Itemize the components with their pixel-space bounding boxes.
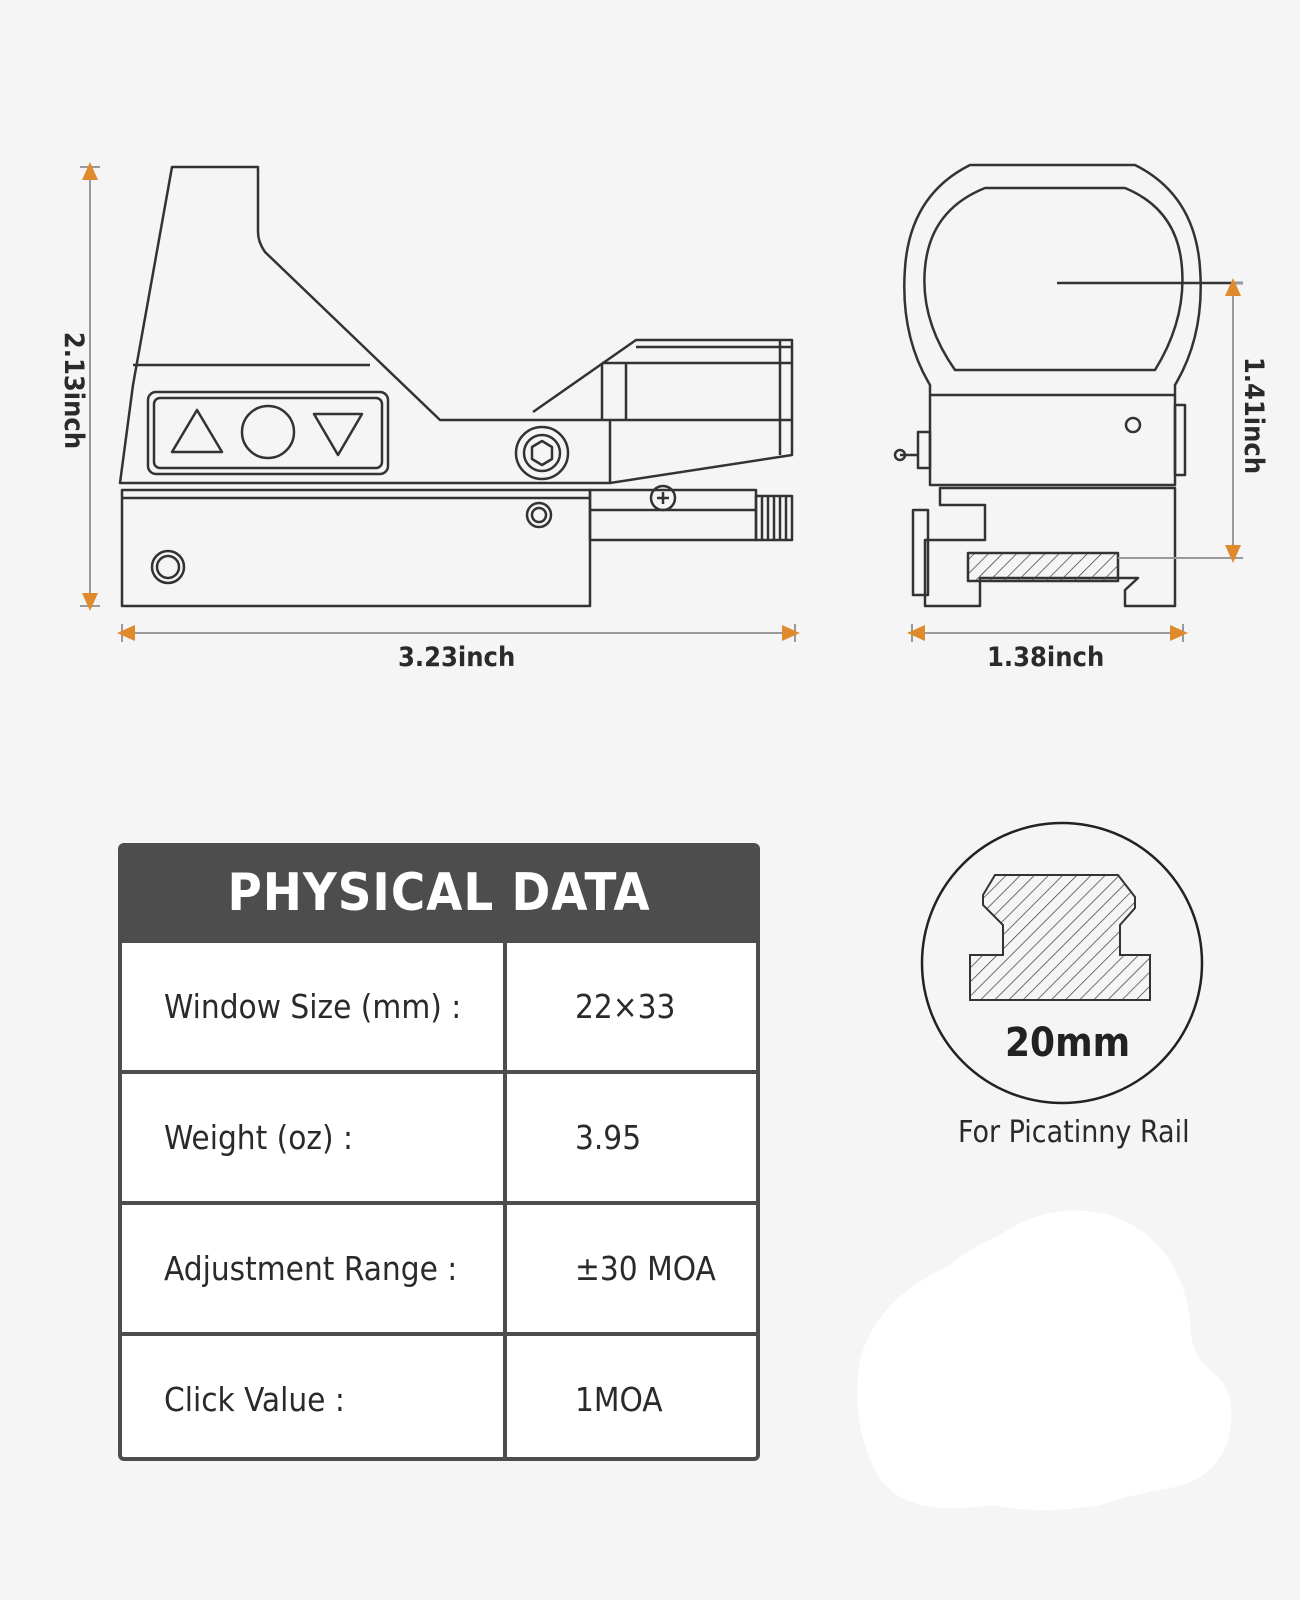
row-label: Window Size (mm) :: [122, 943, 507, 1070]
width-dimension-label: 1.38inch: [987, 642, 1105, 673]
row-label: Weight (oz) :: [122, 1074, 507, 1201]
row-value: 22×33: [575, 987, 676, 1026]
table-row: [122, 1201, 756, 1332]
sight-base: [122, 490, 590, 606]
up-button-icon: [172, 410, 222, 452]
row-label: Click Value :: [122, 1336, 507, 1461]
power-button-icon: [242, 406, 294, 458]
front-height-dimension-label: 1.41inch: [1238, 356, 1270, 475]
rail-caption: For Picatinny Rail: [958, 1115, 1190, 1150]
length-dimension-label: 3.23inch: [398, 642, 516, 673]
table-title: PHYSICAL DATA: [122, 847, 756, 939]
front-window: [924, 188, 1182, 370]
front-housing: [533, 340, 792, 483]
front-view: [895, 165, 1243, 606]
physical-data-table: [118, 843, 760, 1461]
rail-profile: [970, 875, 1150, 1000]
row-value: 3.95: [575, 1118, 642, 1157]
rail-size-label: 20mm: [1005, 1020, 1131, 1066]
table-row: [122, 1070, 756, 1201]
down-button-icon: [314, 414, 362, 455]
white-blob: [857, 1211, 1231, 1511]
row-label: Adjustment Range :: [122, 1205, 507, 1332]
height-dimension-label: 2.13inch: [58, 331, 90, 450]
side-view: [120, 167, 792, 606]
rail-mount: [925, 488, 1175, 606]
table-row: [122, 939, 756, 1070]
table-row: [122, 1332, 756, 1461]
row-value: 1MOA: [575, 1380, 663, 1419]
row-value: ±30 MOA: [575, 1249, 716, 1288]
